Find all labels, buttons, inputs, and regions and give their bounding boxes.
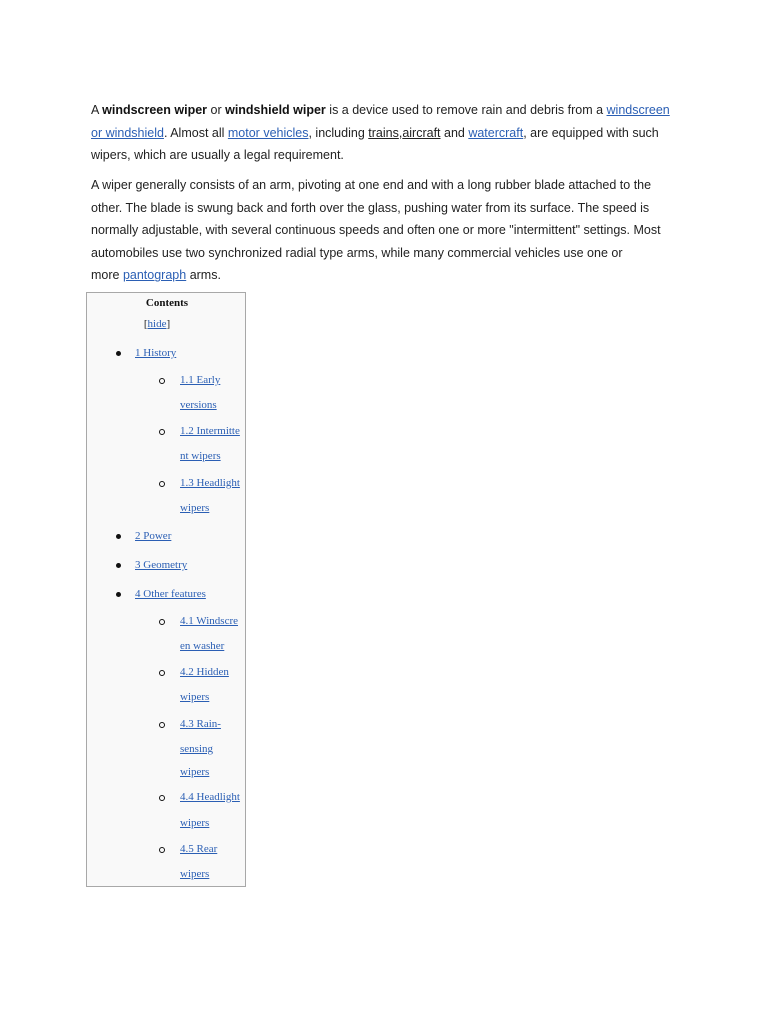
text: , — [398, 125, 403, 140]
bullet-circle-icon — [159, 619, 165, 625]
text: and — [440, 125, 469, 140]
text: arms. — [186, 268, 221, 283]
bullet-circle-icon — [159, 670, 165, 676]
toc-item-windscreen-washer[interactable]: 4.1 Windscre — [180, 615, 239, 627]
bullet-disc-icon — [116, 534, 121, 539]
toc-item-rain-sensing-wipers-cont[interactable]: sensing — [180, 743, 213, 755]
bullet-circle-icon — [159, 481, 165, 487]
intro-line-3: wipers, which are usually a legal requirement. — [91, 148, 344, 163]
toc-item-windscreen-washer-cont[interactable]: en washer — [180, 640, 225, 652]
text: is a device used to remove rain and debris from a — [325, 103, 607, 117]
text: or — [207, 103, 226, 117]
link-windscreen[interactable]: windscreen — [606, 103, 670, 117]
toc-item-intermittent-wipers[interactable]: 1.2 Intermitte — [180, 425, 240, 437]
toc-item-hidden-wipers-cont[interactable]: wipers — [180, 691, 210, 703]
link-windscreen-cont[interactable]: or windshield — [91, 125, 164, 140]
bullet-circle-icon — [159, 795, 165, 801]
bullet-circle-icon — [159, 378, 165, 384]
text: , are equipped with such — [523, 125, 659, 140]
link-aircraft[interactable]: aircraft — [402, 125, 441, 140]
term-windshield-wiper: windshield wiper — [225, 103, 326, 117]
toc-item-power[interactable]: 2 Power — [135, 530, 172, 542]
toc-item-rear-wipers-cont[interactable]: wipers — [180, 868, 210, 880]
text: A — [91, 103, 103, 117]
toc-item-geometry[interactable]: 3 Geometry — [135, 559, 188, 571]
bracket: [ — [143, 318, 148, 330]
desc-line-2: other. The blade is swung back and forth over the glass, pushing water from its surface. The speed is — [91, 200, 650, 215]
term-windscreen-wiper: windscreen wiper — [102, 103, 208, 117]
toc-item-headlight-wipers-cont[interactable]: wipers — [180, 502, 210, 514]
toc-item-rain-sensing-wipers-cont2[interactable]: wipers — [180, 766, 210, 778]
bullet-circle-icon — [159, 429, 165, 435]
link-pantograph[interactable]: pantograph — [122, 268, 187, 283]
link-watercraft[interactable]: watercraft — [468, 125, 524, 140]
bullet-circle-icon — [159, 847, 165, 853]
toc-item-other-features[interactable]: 4 Other features — [135, 588, 206, 600]
bullet-disc-icon — [116, 563, 121, 568]
toc-item-headlight-wipers-2[interactable]: 4.4 Headlight — [180, 791, 240, 803]
link-motor-vehicles[interactable]: motor vehicles — [227, 125, 309, 140]
desc-line-4: automobiles use two synchronized radial type arms, while many commercial vehicles use one or — [91, 245, 623, 260]
toc-item-headlight-wipers-2-cont[interactable]: wipers — [180, 817, 210, 829]
toc-item-early-versions-cont[interactable]: versions — [180, 399, 217, 411]
desc-line-5 — [91, 264, 691, 287]
description-paragraph — [91, 174, 691, 287]
text: . Almost all — [163, 125, 228, 140]
text: , including — [308, 125, 369, 140]
toc-item-intermittent-wipers-cont[interactable]: nt wipers — [180, 450, 221, 462]
toc-item-rain-sensing-wipers[interactable]: 4.3 Rain- — [180, 718, 221, 730]
intro-line-1 — [91, 99, 691, 122]
toc-hide-link[interactable]: hide — [147, 318, 167, 330]
bullet-disc-icon — [116, 351, 121, 356]
link-trains[interactable]: trains — [368, 125, 399, 140]
toc-item-rear-wipers[interactable]: 4.5 Rear — [180, 843, 218, 855]
intro-line-2 — [91, 122, 691, 145]
text: more — [91, 268, 123, 283]
bracket: ] — [166, 318, 171, 330]
toc-item-hidden-wipers[interactable]: 4.2 Hidden — [180, 666, 229, 678]
intro-paragraph — [91, 99, 691, 167]
bullet-circle-icon — [159, 722, 165, 728]
desc-line-3: normally adjustable, with several continuous speeds and often one or more "intermittent" settings. Most — [91, 223, 661, 238]
toc-item-headlight-wipers[interactable]: 1.3 Headlight — [180, 477, 240, 489]
bullet-disc-icon — [116, 592, 121, 597]
table-of-contents — [86, 292, 246, 887]
desc-line-1: A wiper generally consists of an arm, pivoting at one end and with a long rubber blade attached to the — [91, 178, 652, 192]
toc-item-history[interactable]: 1 History — [135, 347, 177, 359]
toc-title: Contents — [145, 297, 189, 309]
toc-item-early-versions[interactable]: 1.1 Early — [180, 374, 221, 386]
toc-hide-control — [87, 318, 227, 330]
